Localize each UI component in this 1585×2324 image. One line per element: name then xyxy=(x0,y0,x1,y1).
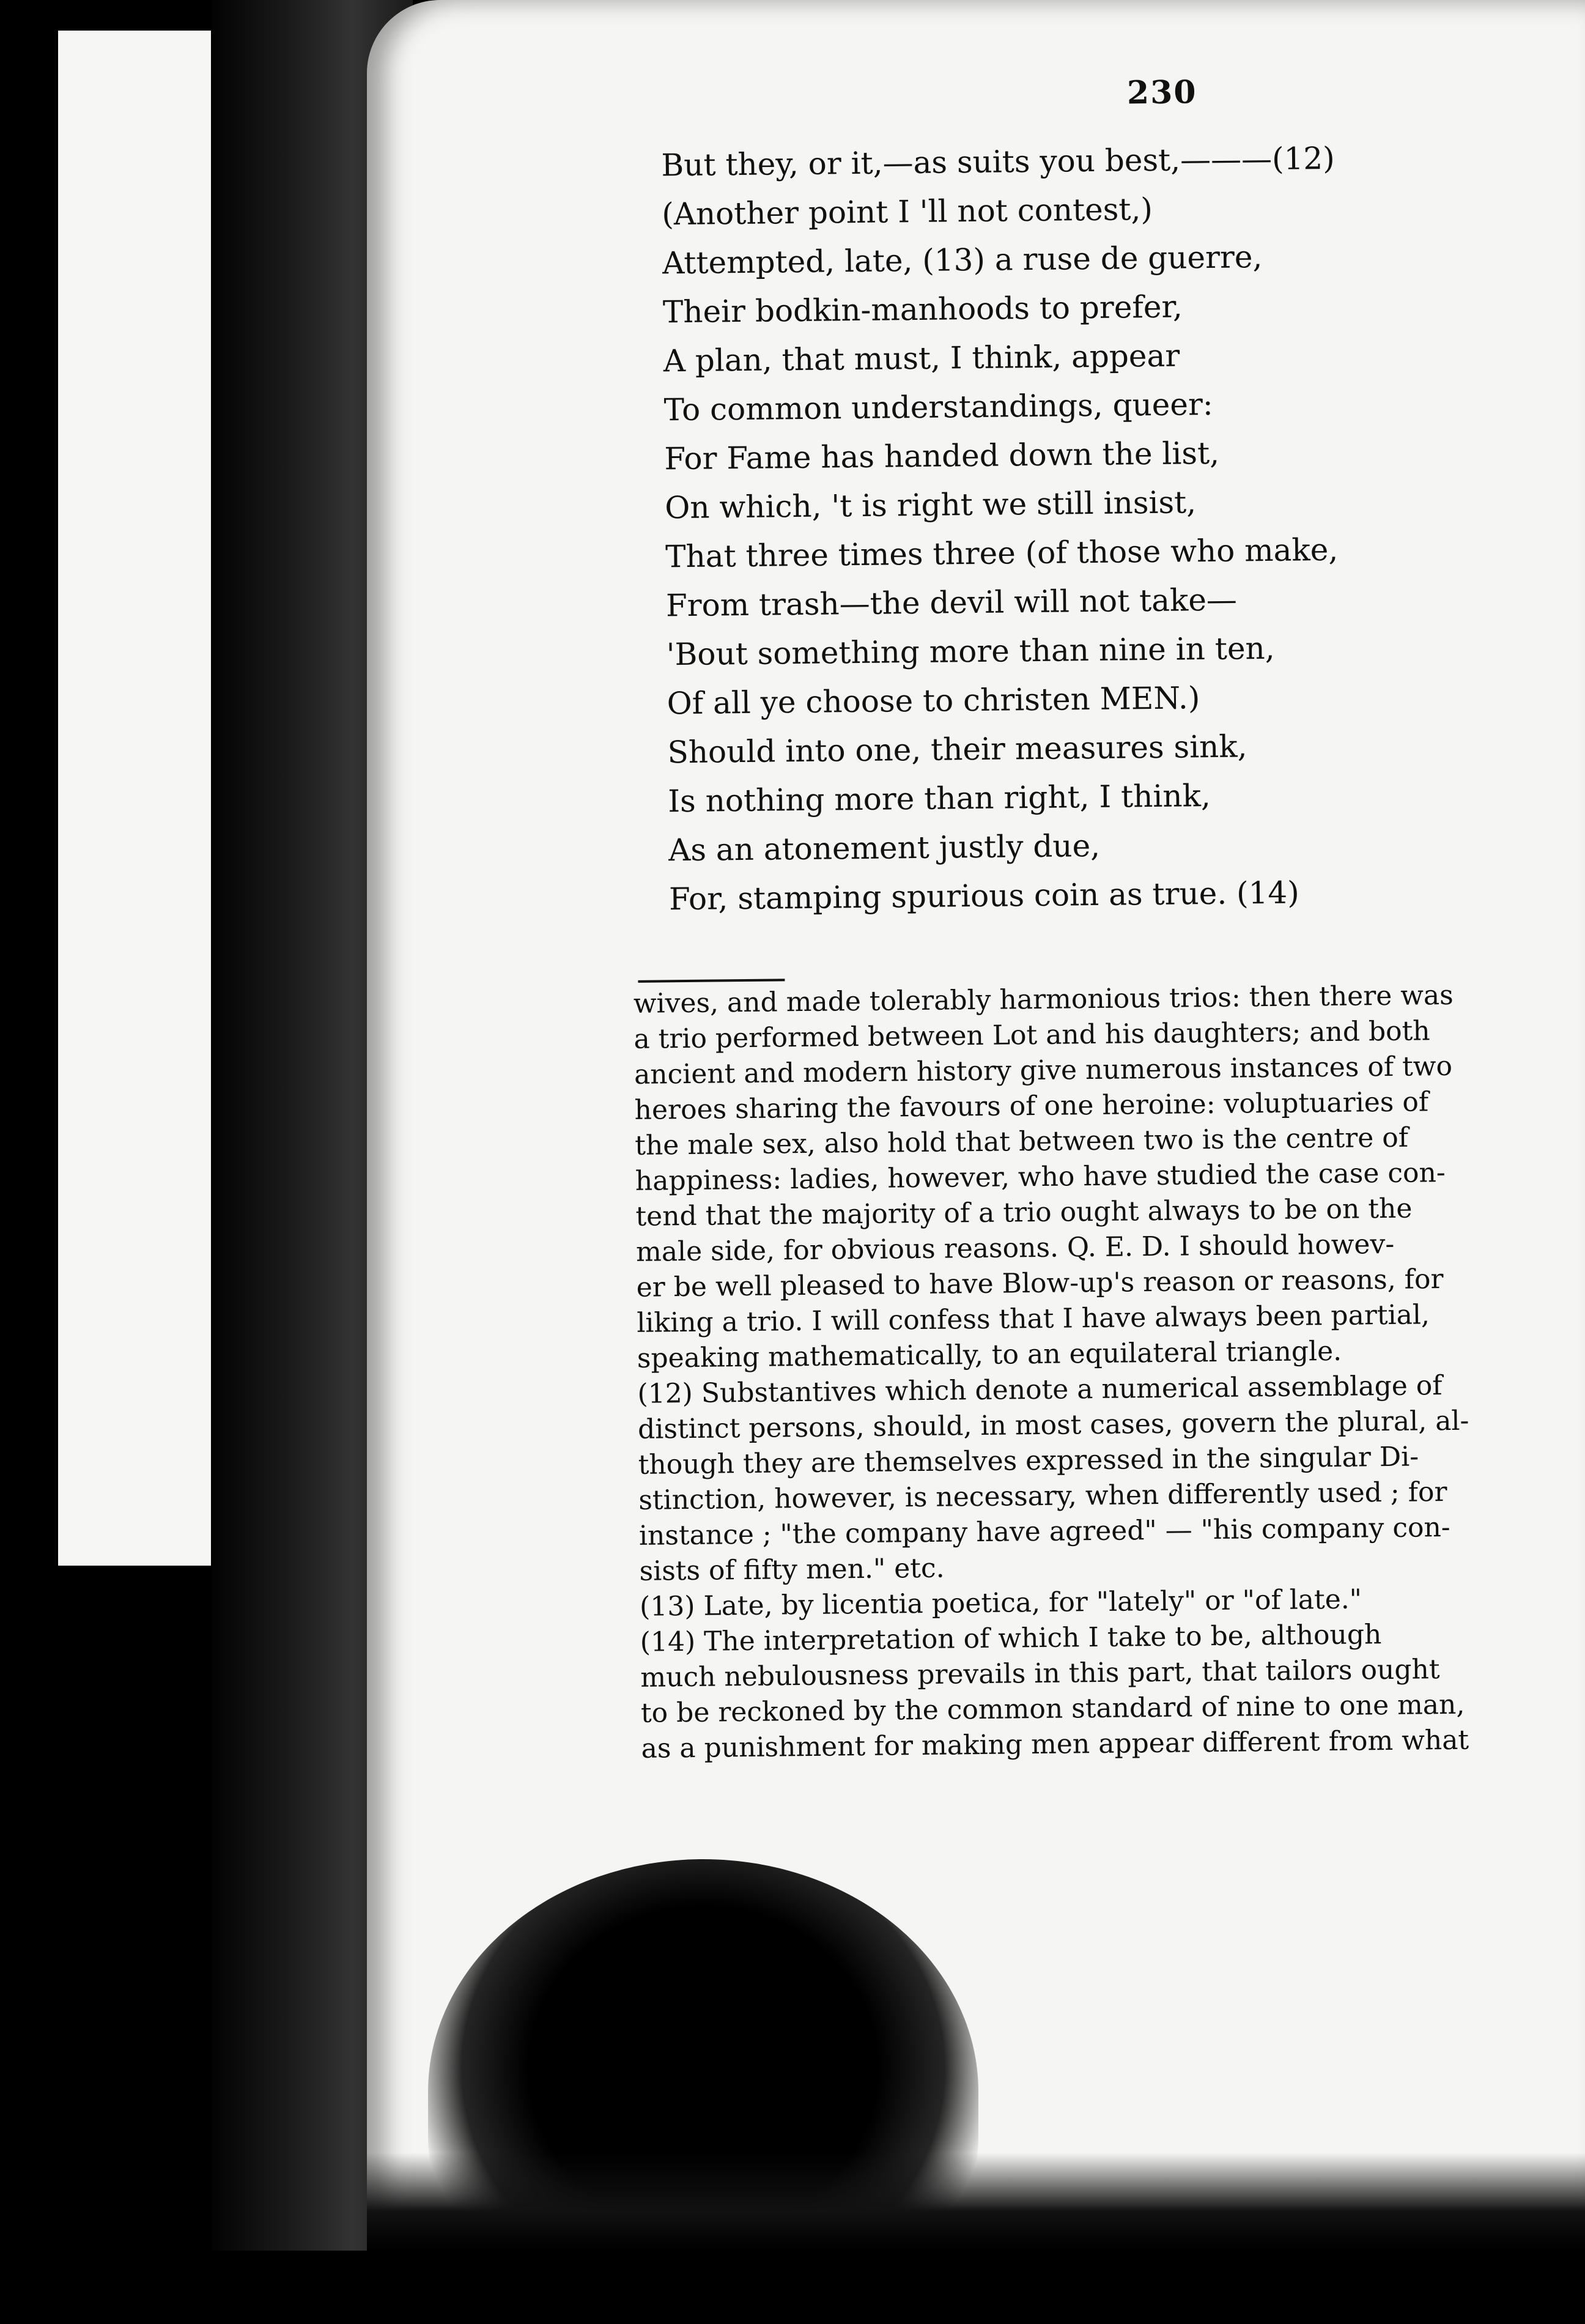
footnote-line: distinct persons, should, in most cases, govern the plural, al- xyxy=(637,1405,1469,1445)
verse-line: (Another point I 'll not contest,) xyxy=(662,191,1153,232)
footnote-line: wives, and made tolerably harmonious trios: then there was xyxy=(633,979,1454,1020)
thumb-shadow xyxy=(428,1859,978,2324)
verse-line: Attempted, late, (13) a ruse de guerre, xyxy=(662,239,1263,281)
verse-line: Should into one, their measures sink, xyxy=(667,728,1247,771)
adjacent-page-edge xyxy=(58,31,211,1566)
footnote-line: to be reckoned by the common standard of nine to one man, xyxy=(640,1689,1465,1729)
verse-line: For, stamping spurious coin as true. (14) xyxy=(668,875,1300,917)
verse-line: Of all ye choose to christen MEN.) xyxy=(667,680,1200,722)
verse-line: Their bodkin-manhoods to prefer, xyxy=(662,289,1183,330)
footnote-line: ancient and modern history give numerous instances of two xyxy=(634,1050,1453,1090)
footnote-line: sists of fifty men." etc. xyxy=(639,1552,945,1587)
page-number: 230 xyxy=(1126,73,1197,112)
footnote-line: er be well pleased to have Blow-up's reason or reasons, for xyxy=(636,1264,1444,1303)
footnote-line: (13) Late, by licentia poetica, for "lately" or "of late." xyxy=(639,1583,1362,1623)
verse-line: As an atonement justly due, xyxy=(668,827,1101,868)
footnote-line: stinction, however, is necessary, when differently used ; for xyxy=(638,1476,1447,1516)
footnote-line: much nebulousness prevails in this part, that tailors ought xyxy=(640,1654,1440,1693)
page-text-block xyxy=(624,70,1577,1767)
bottom-shadow xyxy=(367,2153,1585,2251)
verse-line: For Fame has handed down the list, xyxy=(664,435,1220,477)
footnote-line: as a punishment for making men appear different from what xyxy=(641,1724,1469,1764)
verse-line: From trash—the devil will not take— xyxy=(665,582,1238,624)
footnote-line: happiness: ladies, however, who have studied the case con- xyxy=(635,1157,1446,1197)
footnote-line: liking a trio. I will confess that I have always been partial, xyxy=(637,1299,1430,1339)
footnote-line: heroes sharing the favours of one heroine: voluptuaries of xyxy=(634,1086,1429,1126)
footnote-line: a trio performed between Lot and his daughters; and both xyxy=(634,1015,1430,1055)
verse-line: Is nothing more than right, I think, xyxy=(668,778,1211,820)
footnote-line: male side, for obvious reasons. Q. E. D. I should howev- xyxy=(635,1228,1395,1268)
verse-line: 'Bout something more than nine in ten, xyxy=(666,630,1275,673)
footnote-line: tend that the majority of a trio ought always to be on the xyxy=(635,1193,1413,1232)
footnote-line: though they are themselves expressed in the singular Di- xyxy=(638,1441,1419,1481)
footnote-rule xyxy=(638,979,785,983)
footnote-line: (14) The interpretation of which I take to be, although xyxy=(640,1619,1382,1658)
footnote-line: (12) Substantives which denote a numerical assemblage of xyxy=(637,1370,1443,1410)
footnotes xyxy=(634,977,1577,1767)
verse-line: On which, 't is right we still insist, xyxy=(665,484,1197,526)
verse-line: That three times three (of those who make, xyxy=(665,531,1339,575)
footnote-line: instance ; "the company have agreed" — "his company con- xyxy=(638,1511,1450,1552)
verse-line: But they, or it,—as suits you best,———(12) xyxy=(661,140,1335,183)
footnote-line: speaking mathematically, to an equilateral triangle. xyxy=(637,1335,1342,1374)
footnote-line: the male sex, also hold that between two is the centre of xyxy=(634,1122,1409,1161)
verse-line: To common understandings, queer: xyxy=(663,386,1213,428)
verse-line: A plan, that must, I think, appear xyxy=(663,338,1180,379)
verse xyxy=(661,131,1568,923)
